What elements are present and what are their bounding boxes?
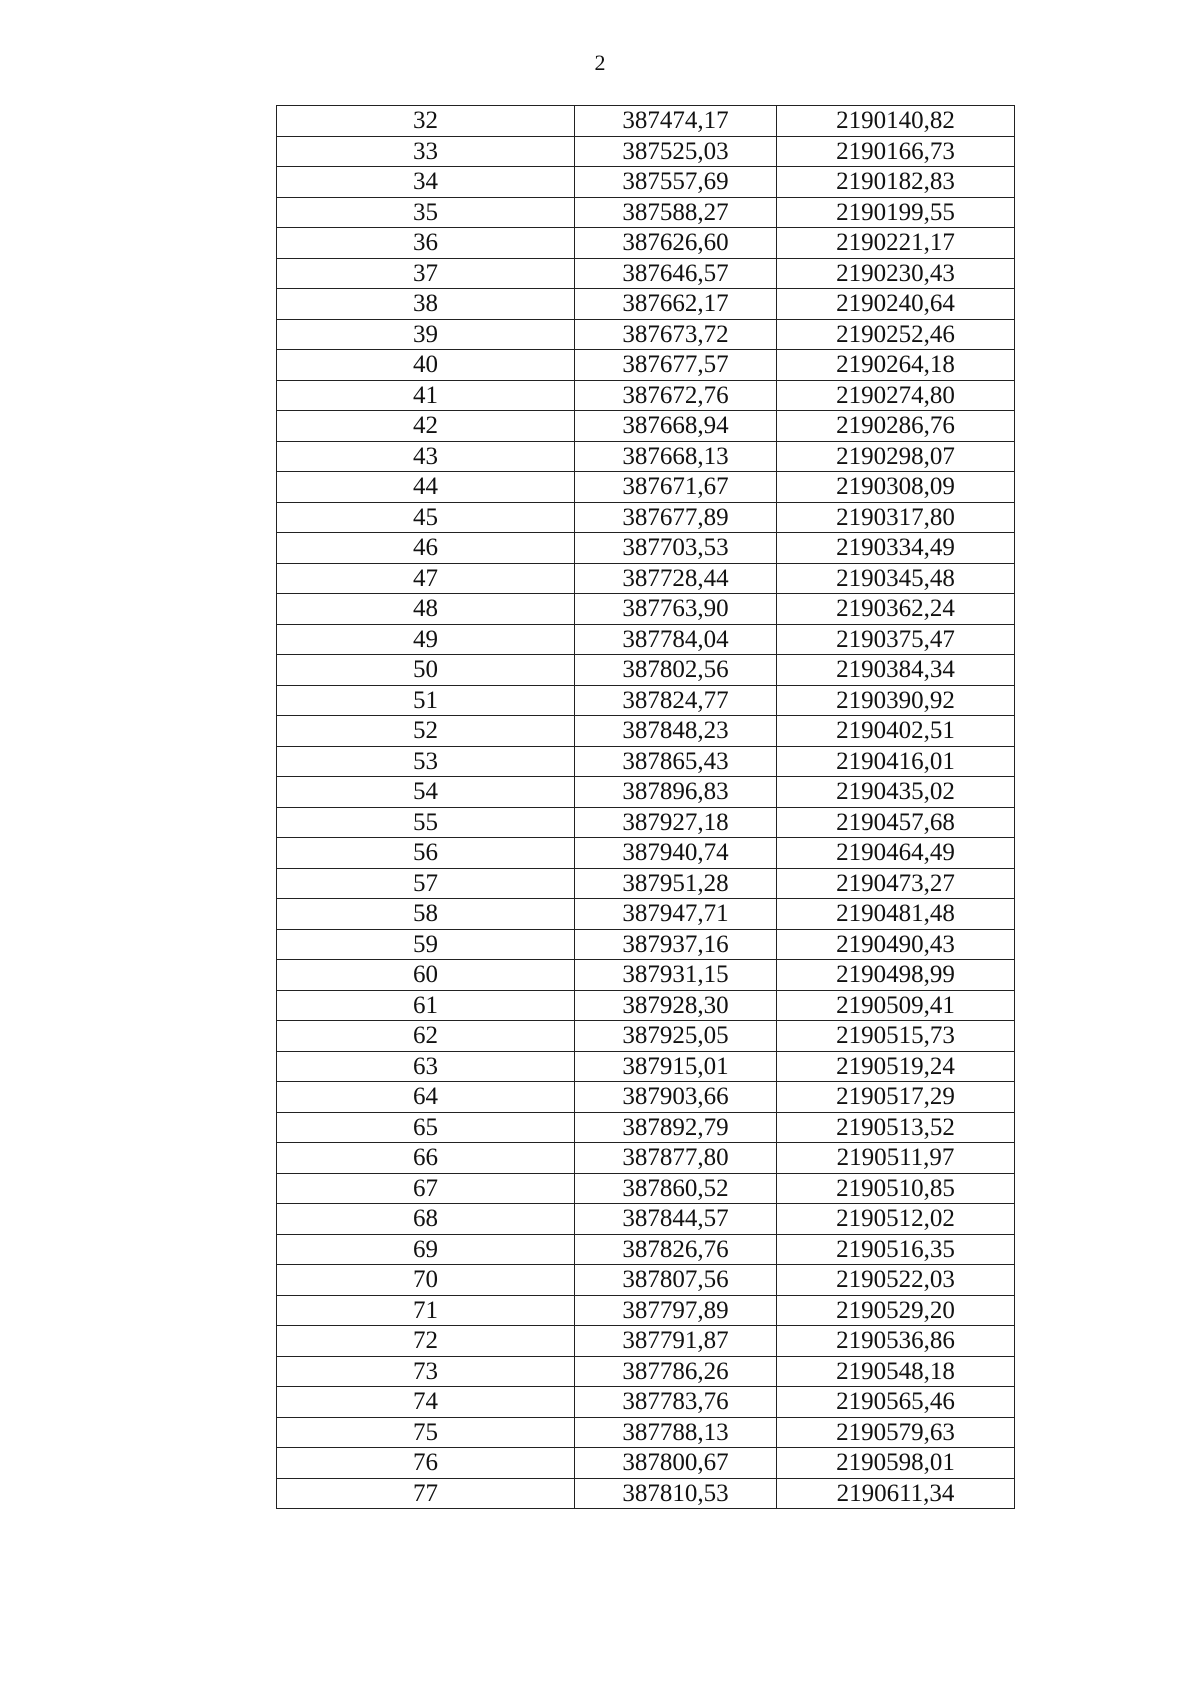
- y-coordinate-cell: 2190182,83: [777, 167, 1015, 198]
- y-coordinate-cell: 2190362,24: [777, 594, 1015, 625]
- x-coordinate-cell: 387937,16: [575, 929, 777, 960]
- y-coordinate-cell: 2190199,55: [777, 197, 1015, 228]
- point-number-cell: 35: [277, 197, 575, 228]
- point-number-cell: 65: [277, 1112, 575, 1143]
- table-row: [277, 563, 1015, 594]
- y-coordinate-cell: 2190264,18: [777, 350, 1015, 381]
- point-number-cell: 67: [277, 1173, 575, 1204]
- x-coordinate-cell: 387783,76: [575, 1387, 777, 1418]
- point-number-cell: 58: [277, 899, 575, 930]
- point-number-cell: 37: [277, 258, 575, 289]
- y-coordinate-cell: 2190490,43: [777, 929, 1015, 960]
- x-coordinate-cell: 387588,27: [575, 197, 777, 228]
- point-number-cell: 32: [277, 106, 575, 137]
- point-number-cell: 61: [277, 990, 575, 1021]
- table-row: [277, 502, 1015, 533]
- y-coordinate-cell: 2190402,51: [777, 716, 1015, 747]
- point-number-cell: 33: [277, 136, 575, 167]
- point-number-cell: 39: [277, 319, 575, 350]
- y-coordinate-cell: 2190611,34: [777, 1478, 1015, 1509]
- point-number-cell: 44: [277, 472, 575, 503]
- y-coordinate-cell: 2190345,48: [777, 563, 1015, 594]
- table-row: [277, 1082, 1015, 1113]
- table-row: [277, 868, 1015, 899]
- y-coordinate-cell: 2190536,86: [777, 1326, 1015, 1357]
- x-coordinate-cell: 387677,89: [575, 502, 777, 533]
- y-coordinate-cell: 2190384,34: [777, 655, 1015, 686]
- y-coordinate-cell: 2190511,97: [777, 1143, 1015, 1174]
- table-row: [277, 929, 1015, 960]
- x-coordinate-cell: 387662,17: [575, 289, 777, 320]
- table-row: [277, 1265, 1015, 1296]
- coordinates-table-body: [277, 106, 1015, 1509]
- y-coordinate-cell: 2190375,47: [777, 624, 1015, 655]
- point-number-cell: 49: [277, 624, 575, 655]
- coordinates-table: [276, 105, 1015, 1509]
- point-number-cell: 50: [277, 655, 575, 686]
- point-number-cell: 68: [277, 1204, 575, 1235]
- y-coordinate-cell: 2190274,80: [777, 380, 1015, 411]
- y-coordinate-cell: 2190512,02: [777, 1204, 1015, 1235]
- x-coordinate-cell: 387877,80: [575, 1143, 777, 1174]
- table-row: [277, 1204, 1015, 1235]
- table-row: [277, 655, 1015, 686]
- table-row: [277, 1326, 1015, 1357]
- x-coordinate-cell: 387763,90: [575, 594, 777, 625]
- point-number-cell: 38: [277, 289, 575, 320]
- y-coordinate-cell: 2190317,80: [777, 502, 1015, 533]
- point-number-cell: 69: [277, 1234, 575, 1265]
- table-row: [277, 1143, 1015, 1174]
- y-coordinate-cell: 2190598,01: [777, 1448, 1015, 1479]
- y-coordinate-cell: 2190252,46: [777, 319, 1015, 350]
- x-coordinate-cell: 387915,01: [575, 1051, 777, 1082]
- table-row: [277, 1417, 1015, 1448]
- x-coordinate-cell: 387951,28: [575, 868, 777, 899]
- point-number-cell: 76: [277, 1448, 575, 1479]
- y-coordinate-cell: 2190464,49: [777, 838, 1015, 869]
- table-row: [277, 1234, 1015, 1265]
- y-coordinate-cell: 2190166,73: [777, 136, 1015, 167]
- point-number-cell: 45: [277, 502, 575, 533]
- point-number-cell: 46: [277, 533, 575, 564]
- table-row: [277, 1173, 1015, 1204]
- point-number-cell: 55: [277, 807, 575, 838]
- y-coordinate-cell: 2190565,46: [777, 1387, 1015, 1418]
- x-coordinate-cell: 387844,57: [575, 1204, 777, 1235]
- y-coordinate-cell: 2190519,24: [777, 1051, 1015, 1082]
- y-coordinate-cell: 2190286,76: [777, 411, 1015, 442]
- x-coordinate-cell: 387896,83: [575, 777, 777, 808]
- x-coordinate-cell: 387810,53: [575, 1478, 777, 1509]
- point-number-cell: 63: [277, 1051, 575, 1082]
- point-number-cell: 70: [277, 1265, 575, 1296]
- x-coordinate-cell: 387557,69: [575, 167, 777, 198]
- x-coordinate-cell: 387800,67: [575, 1448, 777, 1479]
- table-row: [277, 289, 1015, 320]
- x-coordinate-cell: 387947,71: [575, 899, 777, 930]
- point-number-cell: 66: [277, 1143, 575, 1174]
- x-coordinate-cell: 387786,26: [575, 1356, 777, 1387]
- y-coordinate-cell: 2190509,41: [777, 990, 1015, 1021]
- point-number-cell: 75: [277, 1417, 575, 1448]
- point-number-cell: 53: [277, 746, 575, 777]
- table-row: [277, 258, 1015, 289]
- x-coordinate-cell: 387474,17: [575, 106, 777, 137]
- y-coordinate-cell: 2190517,29: [777, 1082, 1015, 1113]
- y-coordinate-cell: 2190240,64: [777, 289, 1015, 320]
- table-row: [277, 106, 1015, 137]
- point-number-cell: 72: [277, 1326, 575, 1357]
- x-coordinate-cell: 387668,13: [575, 441, 777, 472]
- table-row: [277, 716, 1015, 747]
- table-row: [277, 1295, 1015, 1326]
- y-coordinate-cell: 2190435,02: [777, 777, 1015, 808]
- table-row: [277, 441, 1015, 472]
- y-coordinate-cell: 2190140,82: [777, 106, 1015, 137]
- x-coordinate-cell: 387703,53: [575, 533, 777, 564]
- y-coordinate-cell: 2190529,20: [777, 1295, 1015, 1326]
- point-number-cell: 77: [277, 1478, 575, 1509]
- y-coordinate-cell: 2190298,07: [777, 441, 1015, 472]
- table-row: [277, 136, 1015, 167]
- point-number-cell: 54: [277, 777, 575, 808]
- table-row: [277, 1021, 1015, 1052]
- x-coordinate-cell: 387677,57: [575, 350, 777, 381]
- point-number-cell: 57: [277, 868, 575, 899]
- point-number-cell: 64: [277, 1082, 575, 1113]
- point-number-cell: 62: [277, 1021, 575, 1052]
- y-coordinate-cell: 2190516,35: [777, 1234, 1015, 1265]
- x-coordinate-cell: 387928,30: [575, 990, 777, 1021]
- y-coordinate-cell: 2190221,17: [777, 228, 1015, 259]
- table-row: [277, 838, 1015, 869]
- table-row: [277, 685, 1015, 716]
- y-coordinate-cell: 2190308,09: [777, 472, 1015, 503]
- table-row: [277, 899, 1015, 930]
- table-row: [277, 472, 1015, 503]
- point-number-cell: 74: [277, 1387, 575, 1418]
- point-number-cell: 73: [277, 1356, 575, 1387]
- table-row: [277, 1478, 1015, 1509]
- y-coordinate-cell: 2190510,85: [777, 1173, 1015, 1204]
- table-row: [277, 1387, 1015, 1418]
- table-row: [277, 960, 1015, 991]
- x-coordinate-cell: 387826,76: [575, 1234, 777, 1265]
- x-coordinate-cell: 387646,57: [575, 258, 777, 289]
- table-row: [277, 380, 1015, 411]
- y-coordinate-cell: 2190334,49: [777, 533, 1015, 564]
- x-coordinate-cell: 387784,04: [575, 624, 777, 655]
- point-number-cell: 40: [277, 350, 575, 381]
- table-row: [277, 411, 1015, 442]
- x-coordinate-cell: 387788,13: [575, 1417, 777, 1448]
- page-number: 2: [594, 50, 606, 75]
- x-coordinate-cell: 387672,76: [575, 380, 777, 411]
- table-row: [277, 1051, 1015, 1082]
- table-row: [277, 594, 1015, 625]
- y-coordinate-cell: 2190515,73: [777, 1021, 1015, 1052]
- x-coordinate-cell: 387525,03: [575, 136, 777, 167]
- table-row: [277, 167, 1015, 198]
- y-coordinate-cell: 2190548,18: [777, 1356, 1015, 1387]
- table-row: [277, 533, 1015, 564]
- y-coordinate-cell: 2190513,52: [777, 1112, 1015, 1143]
- point-number-cell: 56: [277, 838, 575, 869]
- point-number-cell: 41: [277, 380, 575, 411]
- x-coordinate-cell: 387931,15: [575, 960, 777, 991]
- y-coordinate-cell: 2190481,48: [777, 899, 1015, 930]
- point-number-cell: 51: [277, 685, 575, 716]
- y-coordinate-cell: 2190416,01: [777, 746, 1015, 777]
- point-number-cell: 52: [277, 716, 575, 747]
- x-coordinate-cell: 387860,52: [575, 1173, 777, 1204]
- table-row: [277, 197, 1015, 228]
- y-coordinate-cell: 2190457,68: [777, 807, 1015, 838]
- point-number-cell: 43: [277, 441, 575, 472]
- y-coordinate-cell: 2190230,43: [777, 258, 1015, 289]
- x-coordinate-cell: 387903,66: [575, 1082, 777, 1113]
- x-coordinate-cell: 387927,18: [575, 807, 777, 838]
- x-coordinate-cell: 387626,60: [575, 228, 777, 259]
- point-number-cell: 34: [277, 167, 575, 198]
- x-coordinate-cell: 387728,44: [575, 563, 777, 594]
- x-coordinate-cell: 387824,77: [575, 685, 777, 716]
- table-row: [277, 1448, 1015, 1479]
- y-coordinate-cell: 2190498,99: [777, 960, 1015, 991]
- table-row: [277, 807, 1015, 838]
- x-coordinate-cell: 387892,79: [575, 1112, 777, 1143]
- table-row: [277, 319, 1015, 350]
- table-row: [277, 350, 1015, 381]
- table-row: [277, 746, 1015, 777]
- x-coordinate-cell: 387940,74: [575, 838, 777, 869]
- table-row: [277, 1356, 1015, 1387]
- y-coordinate-cell: 2190473,27: [777, 868, 1015, 899]
- table-row: [277, 777, 1015, 808]
- x-coordinate-cell: 387797,89: [575, 1295, 777, 1326]
- x-coordinate-cell: 387673,72: [575, 319, 777, 350]
- table-row: [277, 1112, 1015, 1143]
- x-coordinate-cell: 387807,56: [575, 1265, 777, 1296]
- y-coordinate-cell: 2190522,03: [777, 1265, 1015, 1296]
- point-number-cell: 48: [277, 594, 575, 625]
- table-row: [277, 624, 1015, 655]
- x-coordinate-cell: 387848,23: [575, 716, 777, 747]
- x-coordinate-cell: 387668,94: [575, 411, 777, 442]
- x-coordinate-cell: 387671,67: [575, 472, 777, 503]
- table-row: [277, 990, 1015, 1021]
- x-coordinate-cell: 387865,43: [575, 746, 777, 777]
- x-coordinate-cell: 387802,56: [575, 655, 777, 686]
- point-number-cell: 60: [277, 960, 575, 991]
- table-row: [277, 228, 1015, 259]
- y-coordinate-cell: 2190579,63: [777, 1417, 1015, 1448]
- point-number-cell: 42: [277, 411, 575, 442]
- point-number-cell: 36: [277, 228, 575, 259]
- point-number-cell: 71: [277, 1295, 575, 1326]
- point-number-cell: 59: [277, 929, 575, 960]
- x-coordinate-cell: 387925,05: [575, 1021, 777, 1052]
- point-number-cell: 47: [277, 563, 575, 594]
- x-coordinate-cell: 387791,87: [575, 1326, 777, 1357]
- y-coordinate-cell: 2190390,92: [777, 685, 1015, 716]
